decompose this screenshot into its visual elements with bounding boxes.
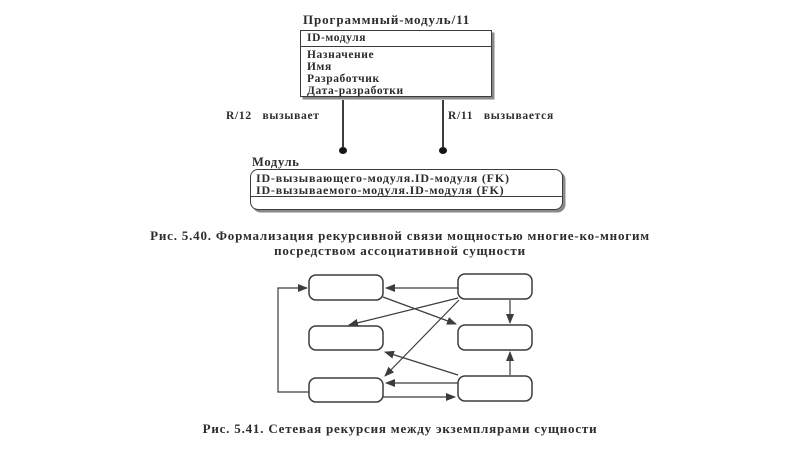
relationship-arrow-bottom-left-to-top-left: [278, 288, 309, 392]
parent-entity-title: Программный-модуль/11: [303, 12, 471, 27]
entity-instance-node-top-left: [309, 275, 383, 300]
relationship-arrow-bottom-right-to-middle-left: [385, 352, 458, 375]
parent-entity-key-attribute: ID-модуля: [301, 31, 491, 47]
figure-541-caption: Рис. 5.41. Сетевая рекурсия между экземплярами сущности: [202, 421, 598, 436]
entity-instance-node-bottom-right: [458, 376, 532, 401]
child-entity-title: Модуль: [252, 155, 300, 169]
entity-instance-node-bottom-left: [309, 378, 383, 402]
entity-attribute: Имя: [307, 61, 332, 73]
caption-line: посредством ассоциативной сущности: [274, 243, 526, 258]
foreign-key-attribute: ID-вызывающего-модуля.ID-модуля (FK): [256, 171, 510, 185]
entity-attribute: Разработчик: [307, 73, 380, 85]
foreign-key-attribute: ID-вызываемого-модуля.ID-модуля (FK): [256, 183, 505, 197]
caption-line: Рис. 5.40. Формализация рекурсивной связи мощностью многие-ко-многим: [150, 228, 650, 243]
entity-attribute: Дата-разработки: [307, 85, 404, 97]
entity-instance-node-middle-left: [309, 326, 383, 350]
entity-instance-node-top-right: [458, 274, 532, 299]
entity-attribute: Назначение: [307, 49, 375, 61]
relationship-label-r11: R/11 вызывается: [448, 110, 554, 122]
relationship-label-r12: R/12 вызывает: [226, 110, 320, 122]
entity-instance-node-middle-right: [458, 325, 532, 350]
relationship-arrow-top-right-to-middle-left: [349, 298, 458, 325]
